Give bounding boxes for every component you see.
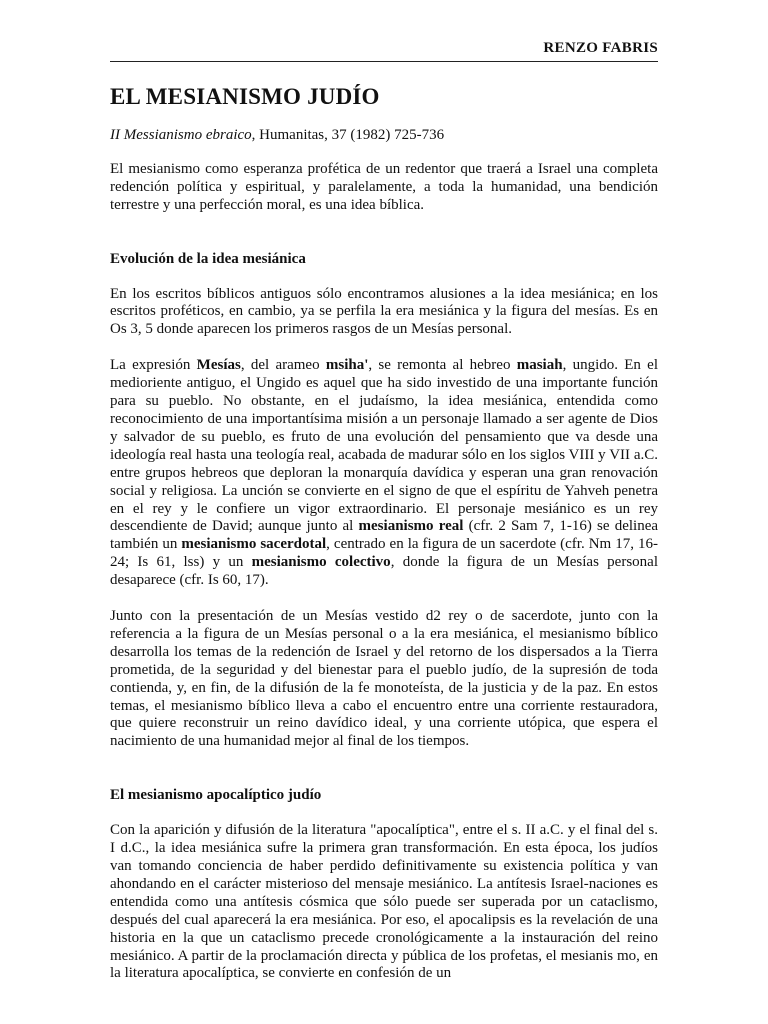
paragraph-evolution-2: [110, 357, 658, 590]
section-heading-apocalyptic: El mesianismo apocalíptico judío: [110, 787, 322, 804]
text-run: (cfr. 2 Sam 7, 1-16) se delinea también un: [110, 518, 659, 553]
term-mesianismo-sacerdotal: mesianismo sacerdotal: [181, 536, 327, 553]
paragraph-evolution-1: En los escritos bíblicos antiguos sólo encontramos alusiones a la idea mesiánica; en los escritos proféticos, en cambio, ya se perfila la era mesiánica y la figura del mesías. Es en Os 3, 5 donde aparecen los primeros rasgos de un Mesías personal.: [110, 285, 658, 338]
text-run: , del arameo: [240, 357, 326, 374]
term-mesianismo-colectivo: mesianismo colectivo: [251, 554, 391, 571]
source-details: , Humanitas, 37 (1982) 725-736: [251, 127, 445, 143]
text-run: , centrado en la figura de un sacerdote (cfr. Nm 17, 16-24; Is 61, lss) y un: [110, 536, 658, 571]
running-header-author: RENZO FABRIS: [543, 40, 658, 56]
article-body: [110, 127, 658, 983]
paragraph-apocalyptic-1: Con la aparición y difusión de la literatura "apocalíptica", entre el s. II a.C. y el final del s. I d.C., la idea mesiánica sufre la primera gran transformación. En esta época, los judíos van tomando conciencia de haber perdido definitivamente su existencia política y van ahondando en el carácter misterioso del mensaje mesiánico. La antítesis Israel-naciones es entendida como una antítesis cósmica que sólo puede ser superada por un cataclismo, después del cual aparecerá la era mesiánica. Por eso, el apocalipsis es la revelación de una historia en la que un cataclismo precede cronológicamente a la instauración del reino mesiánico. A partir de la proclamación directa y pública de los profetas, el mesianis mo, en la literatura apocalíptica, se convierte en confesión de un: [110, 822, 658, 982]
source-italic-title: II Messianismo ebraico: [110, 127, 252, 143]
text-run: , donde la figura de un Mesías personal desaparece (cfr. Is 60, 17).: [110, 554, 658, 589]
term-mesias: Mesías: [196, 357, 241, 374]
term-msiha: msiha': [325, 357, 369, 374]
article-title: EL MESIANISMO JUDÍO: [110, 84, 380, 109]
text-run: La expresión: [110, 357, 197, 374]
section-heading-evolution: Evolución de la idea mesiánica: [110, 250, 306, 267]
paragraph-evolution-3: Junto con la presentación de un Mesías vestido d2 rey o de sacerdote, junto con la referencia a la figura de un Mesías personal o a la era mesiánica, el mesianismo bíblico desarrolla los temas de la redención de Israel y del retorno de los dispersados a la Tierra prometida, de la seguridad y del bienestar para el pueblo judío, de la supresión de toda contienda, y, en fin, de la difusión de la fe monoteísta, de la justicia y de la paz. En estos temas, el mesianismo bíblico lleva a cabo el encuentro entre una corriente restauradora, que quiere reconstruir un reino davídico ideal, y una corriente utópica, que espera el nacimiento de una humanidad mejor al final de los tiempos.: [110, 608, 658, 750]
intro-paragraph: El mesianismo como esperanza profética de un redentor que traerá a Israel una completa redención política y espiritual, y paralelamente, a toda la humanidad, una bendición terrestre y una perfección moral, es una idea bíblica.: [110, 160, 658, 213]
text-run: , ungido. En el medioriente antiguo, el Ungido es aquel que ha sido investido de una importante función para su pueblo. No obstante, en el judaísmo, la idea mesiánica, entendida como reconocimiento de una importantísima misión a un personaje llamado a ser agente de Dios y salvador de su pueblo, es fruto de una evolución del pensamiento que va desde una ideología real hasta una teología real, acabada de madurar sólo en los siglos VIII y VII a.C. entre grupos hebreos que deploran la monarquía davídica y esperan una gran renovación social y religiosa. La unción se convierte en el signo de que el espíritu de Yahveh penetra en el rey y le confiere un vigor extraordinario. El personaje mesiánico es un rey descendiente de David; aunque junto al: [110, 357, 659, 535]
header-rule: [110, 61, 658, 62]
text-run: , se remonta al hebreo: [368, 357, 517, 374]
source-citation: [110, 127, 658, 145]
term-masiah: masiah: [516, 357, 563, 374]
term-mesianismo-real: mesianismo real: [358, 518, 464, 535]
